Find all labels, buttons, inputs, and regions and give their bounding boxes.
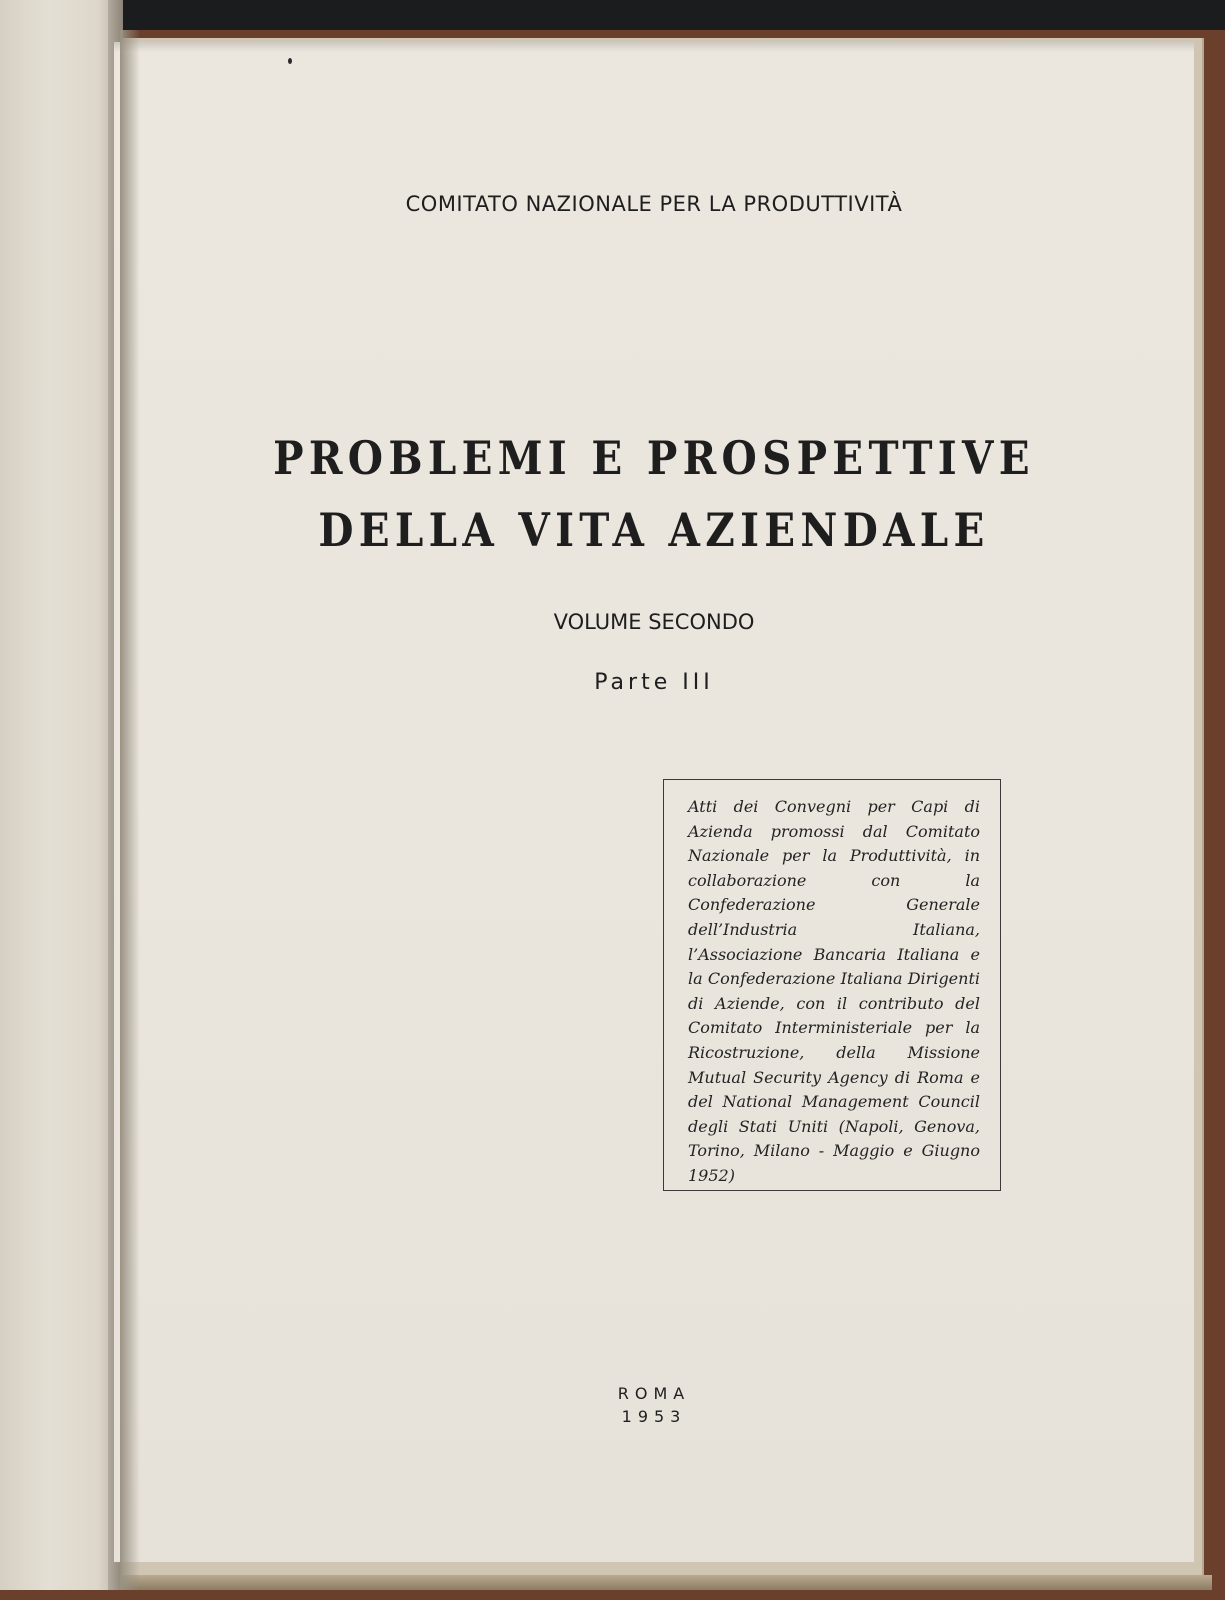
title-line-1: PROBLEMI E PROSPETTIVE — [273, 431, 1035, 485]
left-page — [0, 0, 123, 1590]
imprint-year: 1953 — [621, 1407, 687, 1426]
title-page — [114, 42, 1194, 1562]
proceedings-note-box — [663, 779, 1001, 1191]
volume-label: VOLUME SECONDO — [553, 610, 755, 634]
proceedings-note-text: Atti dei Convegni per Capi di Azienda promossi dal Comitato Nazionale per la Produttività, in collaborazione con la Confederazione Generale dell’Industria Italiana, l’Associazione Bancaria Italiana e la Confederazione Italiana Dirigenti di Aziende, con il contributo del Comitato Interministeriale per la Ricostruzione, della Missione Mutual Security Agency di Roma e del National Management Council degli Stati Uniti (Napoli, Genova, Torino, Milano - Maggio e Giugno 1952) — [688, 797, 980, 1185]
imprint — [114, 1382, 1194, 1428]
ink-spot — [288, 58, 292, 64]
book-title — [114, 422, 1194, 566]
committee-heading: COMITATO NAZIONALE PER LA PRODUTTIVITÀ — [405, 192, 903, 216]
title-line-2: DELLA VITA AZIENDALE — [318, 503, 990, 557]
imprint-city: ROMA — [617, 1384, 691, 1403]
page-top-shadow — [114, 42, 1194, 52]
spine-shadow — [120, 30, 140, 1590]
part-label: Parte III — [594, 670, 714, 695]
page-bottom-edge — [122, 1575, 1212, 1590]
